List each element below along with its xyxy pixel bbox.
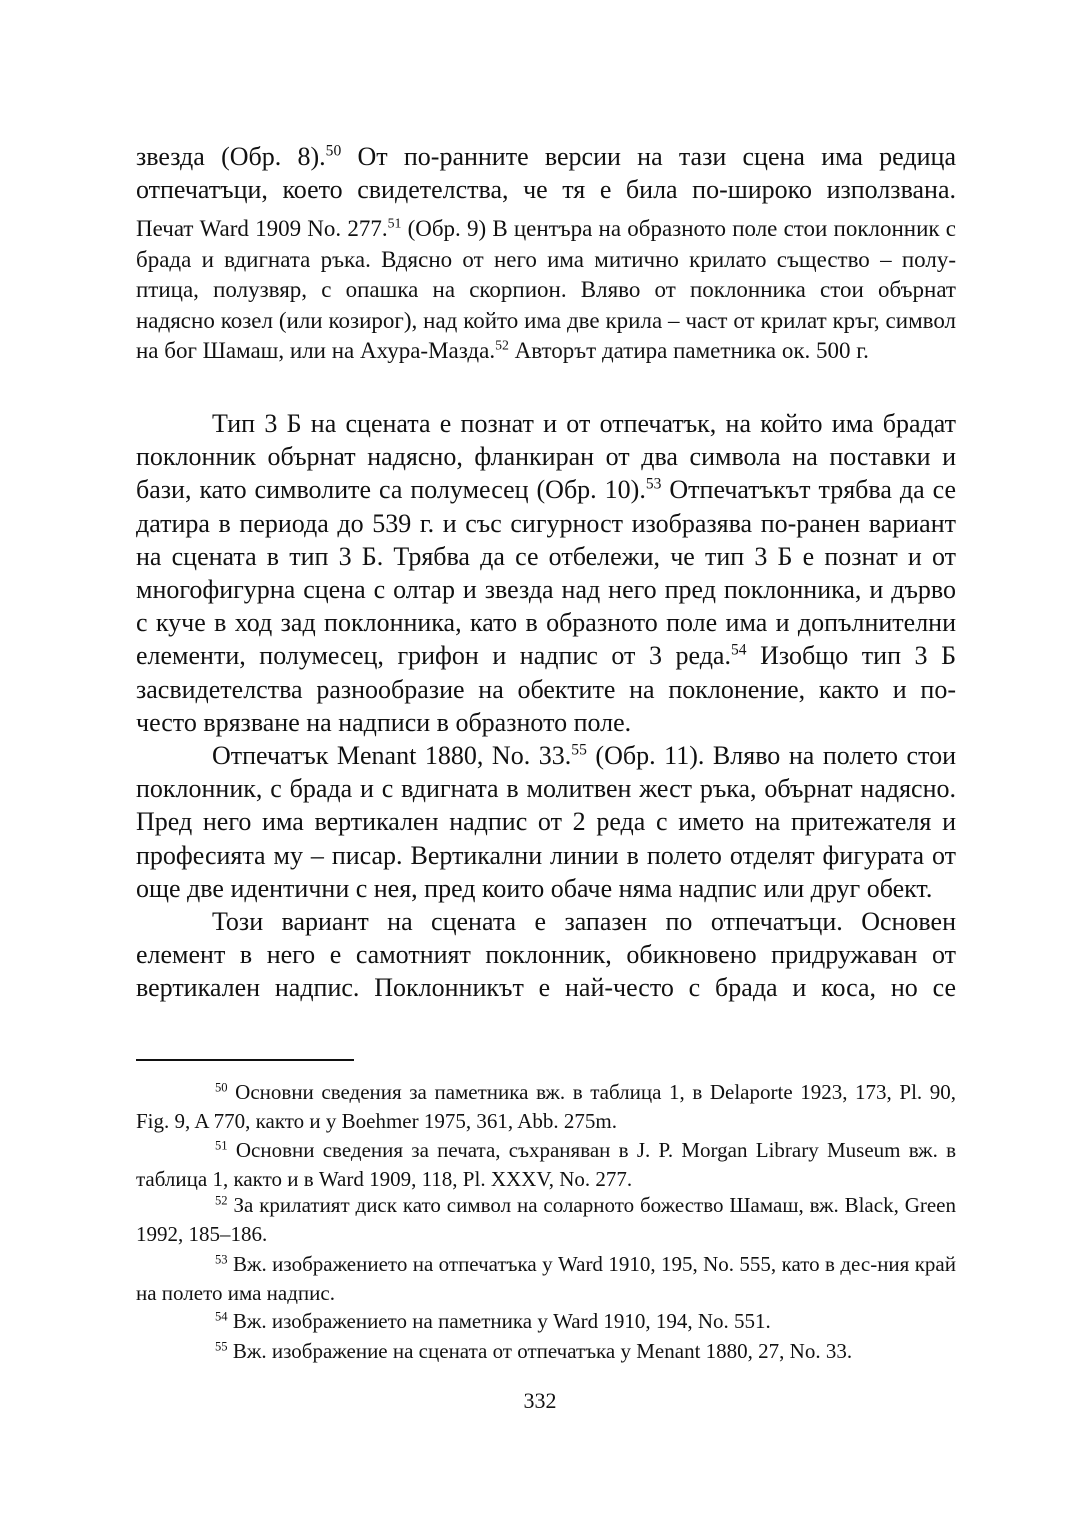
footnote-50 xyxy=(136,1078,956,1136)
page-number: 332 xyxy=(523,1388,557,1413)
footnote-51 xyxy=(136,1136,956,1194)
footnote-ref-52[interactable]: 52 xyxy=(495,337,509,353)
footnote-text: Вж. изображение на сцената от отпечатъка у Menant 1880, 27, No. 33. xyxy=(227,1339,853,1363)
footnote-54 xyxy=(136,1307,956,1336)
footnote-text: За крилатият диск като символ на соларното божество Шамаш, вж. Black, Green 1992, 185–186. xyxy=(136,1193,956,1246)
body-paragraph-1 xyxy=(136,140,956,206)
footnote-separator xyxy=(136,1059,354,1061)
footnote-53 xyxy=(136,1250,956,1308)
footnote-ref-50[interactable]: 50 xyxy=(325,142,342,160)
footnote-text: Вж. изображението на отпечатъка у Ward 1910, 195, No. 555, като в дес-ния край на полето има надпис. xyxy=(136,1252,956,1305)
footnote-text: Основни сведения за печата, съхраняван в J. P. Morgan Library Museum вж. в таблица 1, както и в Ward 1909, 118, Pl. XXXV, No. 277. xyxy=(136,1138,956,1191)
body-text: (Обр. 11). Вляво на полето стои поклонник, с брада и с вдигната в молитвен жест ръка, обърнат надясно. Пред него има вертикален надпис от 2 реда с името на притежателя и професията му – писар. Вертикални линии в полето отделят фигурата от още две идентични с нея, пред които обаче няма надпис или друг обект. xyxy=(136,741,957,903)
body-text: Тип 3 Б на сцената е познат и от отпечатък, на който има брадат поклонник обърнат надясно, фланкиран от два символа на поставки и бази, като символите са полумесец (Обр. 10). xyxy=(136,409,956,505)
footnote-52 xyxy=(136,1191,956,1249)
body-text: Изобщо тип 3 Б засвидетелства разнообразие на обектите на поклонение, както и по-често врязване на надписи в образното поле. xyxy=(136,641,957,737)
footnote-number: 54 xyxy=(215,1309,228,1324)
body-paragraph-2 xyxy=(136,214,956,367)
body-text: Авторът датира паметника ок. 500 г. xyxy=(508,338,869,363)
footnote-text: Вж. изображението на паметника у Ward 1910, 194, No. 551. xyxy=(227,1309,771,1333)
footnote-number: 51 xyxy=(215,1138,228,1153)
body-text: Отпечатък Menant 1880, No. 33. xyxy=(212,741,572,771)
footnote-ref-51[interactable]: 51 xyxy=(387,215,402,231)
footnote-number: 52 xyxy=(215,1193,228,1208)
footnote-ref-55[interactable]: 55 xyxy=(571,741,587,759)
body-main-text xyxy=(136,407,956,1005)
footnote-number: 55 xyxy=(215,1339,228,1354)
footnote-ref-53[interactable]: 53 xyxy=(645,476,662,494)
body-text: Отпечатъкът трябва да се датира в периода до 539 г. и със сигурност изобразява по-ранен вариант на сцената в тип 3 Б. Трябва да се отбележи, че тип 3 Б е познат и от многофигурна сцена с олтар и звезда над него пред поклонника, и дърво с куче в ход зад поклонника, като в образното поле има и допълнителни елементи, полумесец, грифон и надпис от 3 реда. xyxy=(136,475,957,671)
body-text: От по-ранните версии на тази сцена има редица xyxy=(341,142,956,171)
body-text: (Обр. 9) В центъра на образното поле стои поклонник с брада и вдигната ръка. Вдясно от него има митично крилато същество – полу-птица, полузвяр, с опашка на скорпион. Вляво от поклонника стои обърнат надясно козел (или козирог), над който има две крила – част от крилат кръг, символ на бог Шамаш, или на Ахура-Мазда. xyxy=(136,216,956,363)
footnote-ref-54[interactable]: 54 xyxy=(730,642,747,660)
body-paragraph-3 xyxy=(136,407,956,739)
body-paragraph-5: Този вариант на сцената е запазен по отпечатъци. Основен елемент в него е самотният поклонник, обикновено придружаван от вертикален надпис. Поклонникът е най-често с брада и коса, но се xyxy=(136,907,956,1003)
footnote-55 xyxy=(136,1337,956,1366)
body-text: отпечатъци, което свидетелства, че тя е била по-широко използвана. xyxy=(136,175,956,205)
footnote-number: 53 xyxy=(215,1252,228,1267)
footnote-text: Основни сведения за паметника вж. в таблица 1, в Delaporte 1923, 173, Pl. 90, Fig. 9, A 770, както и у Boehmer 1975, 361, Abb. 275m. xyxy=(136,1080,956,1133)
body-paragraph-4 xyxy=(136,739,956,905)
footnote-number: 50 xyxy=(215,1080,228,1095)
body-text: звезда (Обр. 8). xyxy=(136,142,326,171)
body-text: Печат Ward 1909 No. 277. xyxy=(136,216,388,241)
